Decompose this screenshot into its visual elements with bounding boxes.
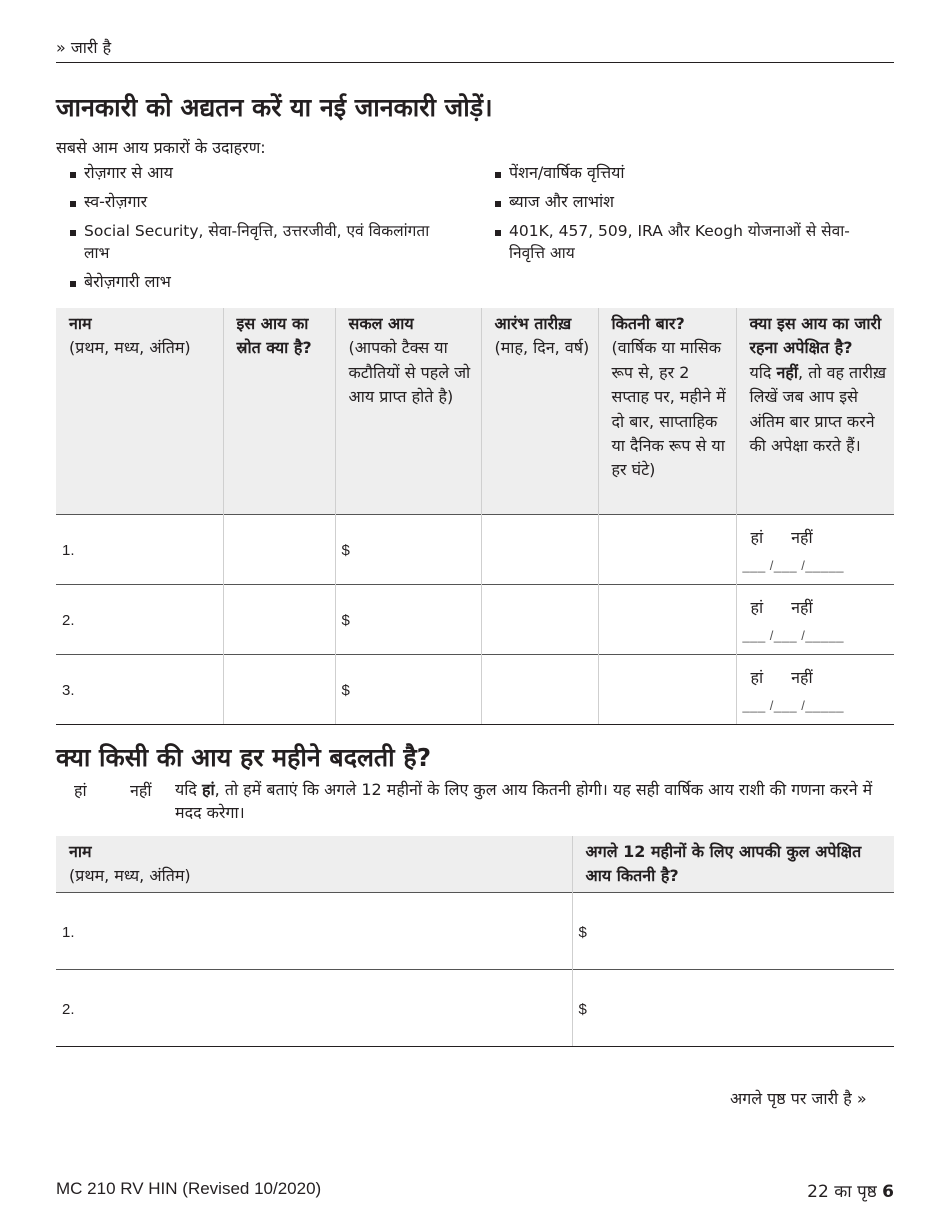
table-row — [56, 585, 894, 655]
col-note: यदि नहीं, तो वह तारीख़ लिखें जब आप इसे अंतिम बार प्राप्त करने की अपेक्षा करते हैं। — [749, 362, 887, 456]
gross-income-cell[interactable] — [335, 585, 481, 655]
col-gross-income-header — [335, 308, 481, 515]
yes-option[interactable]: हां — [750, 598, 764, 617]
continued-label-top: » जारी है — [56, 38, 112, 57]
end-date-field[interactable]: ___ /___ /_____ — [742, 628, 844, 643]
frequency-cell[interactable] — [598, 585, 736, 655]
source-cell[interactable] — [223, 655, 335, 725]
table-row — [56, 893, 894, 970]
dollar-sign: $ — [341, 542, 350, 559]
gross-income-cell[interactable] — [335, 655, 481, 725]
section-title-update-info: जानकारी को अद्यतन करें या नई जानकारी जोड़ें। — [56, 93, 493, 122]
row-number: 1. — [62, 542, 75, 559]
no-option[interactable]: नहीं — [791, 598, 813, 617]
col-frequency-header — [598, 308, 736, 515]
expected-table-header — [56, 836, 894, 893]
col-title: नाम — [69, 842, 92, 861]
example-item: 401K, 457, 509, IRA और Keogh योजनाओं से सेवा- निवृत्ति आय — [495, 220, 875, 264]
col-title: कितनी बार? — [611, 314, 685, 333]
expected-income-table — [56, 836, 894, 1047]
row-number: 3. — [62, 682, 75, 699]
col-note: (वार्षिक या मासिक रूप से, हर 2 सप्ताह पर, महीने में दो बार, साप्ताहिक या दैनिक रूप से या हर घंटे) — [611, 338, 726, 480]
frequency-cell[interactable] — [598, 655, 736, 725]
continue-cell — [736, 655, 894, 725]
monthly-change-instructions: यदि हां, तो हमें बताएं कि अगले 12 महीनों के लिए कुल आय कितनी होगी। यह सही वार्षिक आय राशी की गणना करने में मदद करेगा। — [175, 780, 873, 822]
dollar-sign: $ — [578, 1000, 587, 1018]
source-cell[interactable] — [223, 585, 335, 655]
table-row — [56, 515, 894, 585]
top-divider — [56, 62, 894, 63]
col-start-date-header — [481, 308, 598, 515]
col-title: नाम — [69, 314, 92, 333]
example-item: ब्याज और लाभांश — [495, 191, 875, 213]
col-source-header — [223, 308, 335, 515]
col-note: (आपको टैक्स या कटौतियों से पहले जो आय प्राप्त होते है) — [348, 338, 471, 407]
col-title: अगले 12 महीनों के लिए आपकी कुल अपेक्षित आय कितनी है? — [585, 842, 862, 885]
name-cell[interactable] — [56, 585, 223, 655]
col-note: (प्रथम, मध्य, अंतिम) — [69, 866, 191, 885]
dollar-sign: $ — [341, 612, 350, 629]
gross-income-cell[interactable] — [335, 515, 481, 585]
example-item: पेंशन/वार्षिक वृत्तियां — [495, 162, 875, 184]
income-table-header — [56, 308, 894, 515]
name-cell[interactable] — [56, 893, 572, 970]
examples-intro: सबसे आम आय प्रकारों के उदाहरण: — [56, 138, 266, 157]
dollar-sign: $ — [341, 682, 350, 699]
col-note: (प्रथम, मध्य, अंतिम) — [69, 338, 191, 358]
col-expected-income-header — [572, 836, 894, 893]
example-item: बेरोज़गारी लाभ — [70, 271, 450, 293]
col-note: (माह, दिन, वर्ष) — [494, 338, 590, 358]
yes-option[interactable]: हां — [750, 668, 764, 687]
example-item: Social Security, सेवा-निवृत्ति, उत्तरजीवी, एवं विकलांगता लाभ — [70, 220, 450, 264]
start-date-cell[interactable] — [481, 655, 598, 725]
section-title-monthly-change: क्या किसी की आय हर महीने बदलती है? — [56, 743, 432, 772]
end-date-field[interactable]: ___ /___ /_____ — [742, 558, 844, 573]
col-title: आरंभ तारीख़ — [494, 314, 572, 333]
income-examples-left — [70, 162, 450, 300]
no-option[interactable]: नहीं — [791, 528, 813, 547]
col-title: क्या इस आय का जारी रहना अपेक्षित है? — [749, 314, 882, 358]
income-examples-right — [495, 162, 875, 271]
name-cell[interactable] — [56, 515, 223, 585]
no-option[interactable]: नहीं — [791, 668, 813, 687]
end-date-field[interactable]: ___ /___ /_____ — [742, 698, 844, 713]
name-cell[interactable] — [56, 970, 572, 1047]
row-number: 2. — [62, 1000, 75, 1018]
yes-option[interactable]: हां — [750, 528, 764, 547]
expected-income-cell[interactable] — [572, 893, 894, 970]
row-number: 1. — [62, 923, 75, 941]
expected-income-cell[interactable] — [572, 970, 894, 1047]
start-date-cell[interactable] — [481, 585, 598, 655]
table-row — [56, 970, 894, 1047]
page-indicator: 22 का पृष्ठ 6 — [807, 1182, 894, 1202]
name-cell[interactable] — [56, 655, 223, 725]
continue-cell — [736, 585, 894, 655]
table-row — [56, 655, 894, 725]
monthly-change-no-option[interactable]: नहीं — [130, 781, 152, 800]
form-id: MC 210 RV HIN (Revised 10/2020) — [56, 1179, 322, 1198]
income-table — [56, 308, 894, 725]
col-title: इस आय का स्रोत क्या है? — [236, 314, 312, 358]
dollar-sign: $ — [578, 923, 587, 941]
continue-cell — [736, 515, 894, 585]
frequency-cell[interactable] — [598, 515, 736, 585]
col-name-header — [56, 836, 572, 893]
example-item: रोज़गार से आय — [70, 162, 450, 184]
monthly-change-yes-option[interactable]: हां — [74, 781, 87, 800]
row-number: 2. — [62, 612, 75, 629]
col-title: सकल आय — [348, 314, 414, 333]
start-date-cell[interactable] — [481, 515, 598, 585]
source-cell[interactable] — [223, 515, 335, 585]
continued-next-page-label: अगले पृष्ठ पर जारी है » — [730, 1089, 867, 1108]
example-item: स्व-रोज़गार — [70, 191, 450, 213]
col-name-header — [56, 308, 223, 515]
col-continue-header — [736, 308, 894, 515]
